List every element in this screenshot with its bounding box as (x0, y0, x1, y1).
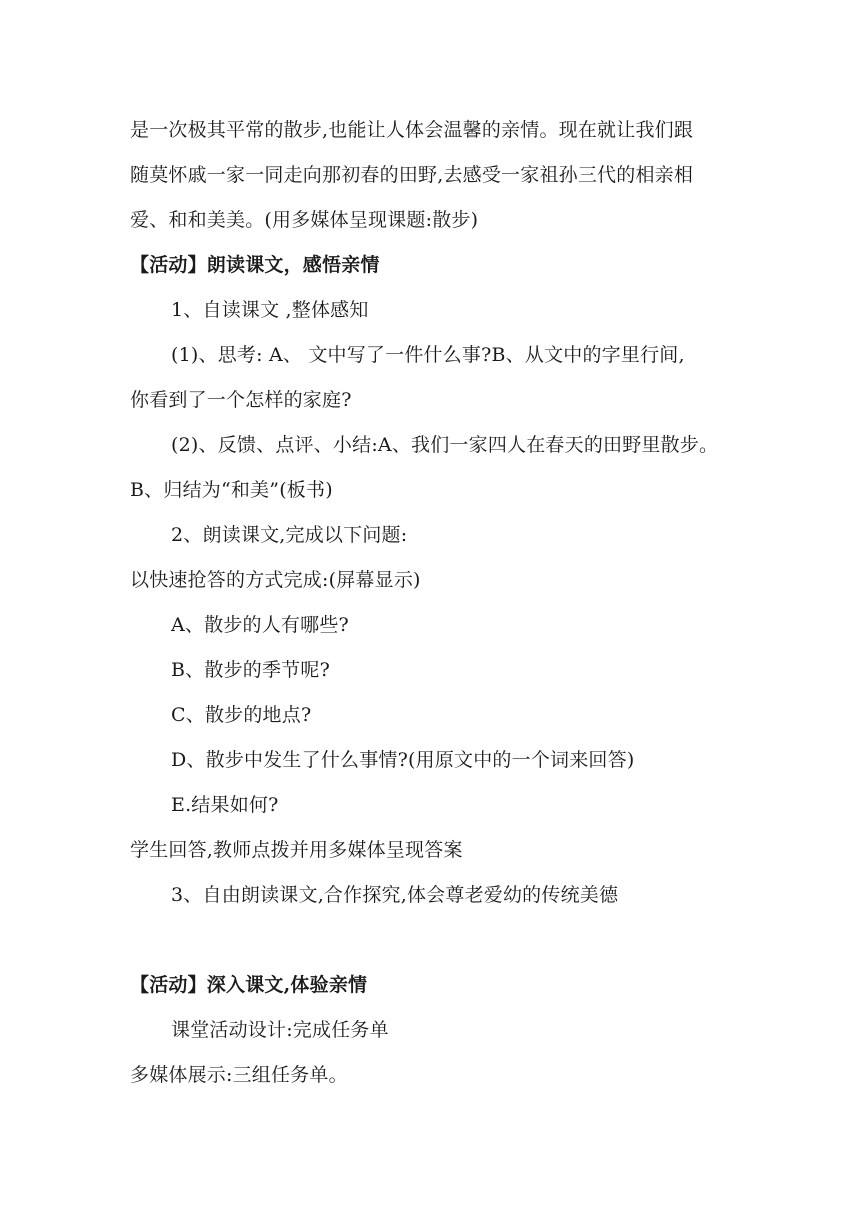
question-item: C、散步的地点? (171, 704, 312, 726)
paragraph-line: 随莫怀戚一家一同走向那初春的田野,去感受一家祖孙三代的相亲相 (130, 164, 694, 186)
paragraph-line: 是一次极其平常的散步,也能让人体会温馨的亲情。现在就让我们跟 (130, 119, 694, 141)
paragraph-line: 你看到了一个怎样的家庭? (130, 389, 352, 411)
paragraph-line: 爱、和和美美。(用多媒体呈现课题:散步) (130, 209, 479, 231)
list-item: 课堂活动设计:完成任务单 (171, 1019, 389, 1041)
list-item: 3、自由朗读课文,合作探究,体会尊老爱幼的传统美德 (171, 884, 619, 906)
list-item: 1、自读课文 ,整体感知 (171, 299, 369, 321)
list-item: 2、朗读课文,完成以下问题: (171, 524, 408, 546)
list-item: (2)、反馈、点评、小结:A、我们一家四人在春天的田野里散步。 (171, 434, 719, 456)
question-item: A、散步的人有哪些? (171, 614, 349, 636)
question-item: D、散步中发生了什么事情?(用原文中的一个词来回答) (171, 749, 635, 771)
section-heading: 【活动】朗读课文，感悟亲情 (130, 254, 380, 276)
paragraph-line: 以快速抢答的方式完成:(屏幕显示) (130, 569, 421, 591)
paragraph-line: B、归结为“和美”(板书) (130, 479, 333, 501)
question-item: B、散步的季节呢? (171, 659, 330, 681)
list-item: (1)、思考: A、 文中写了一件什么事?B、从文中的字里行间, (171, 344, 685, 366)
section-heading: 【活动】深入课文,体验亲情 (130, 974, 368, 996)
paragraph-line: 学生回答,教师点拨并用多媒体呈现答案 (130, 839, 463, 861)
paragraph-line: 多媒体展示:三组任务单。 (130, 1064, 348, 1086)
question-item: E.结果如何? (171, 794, 279, 816)
